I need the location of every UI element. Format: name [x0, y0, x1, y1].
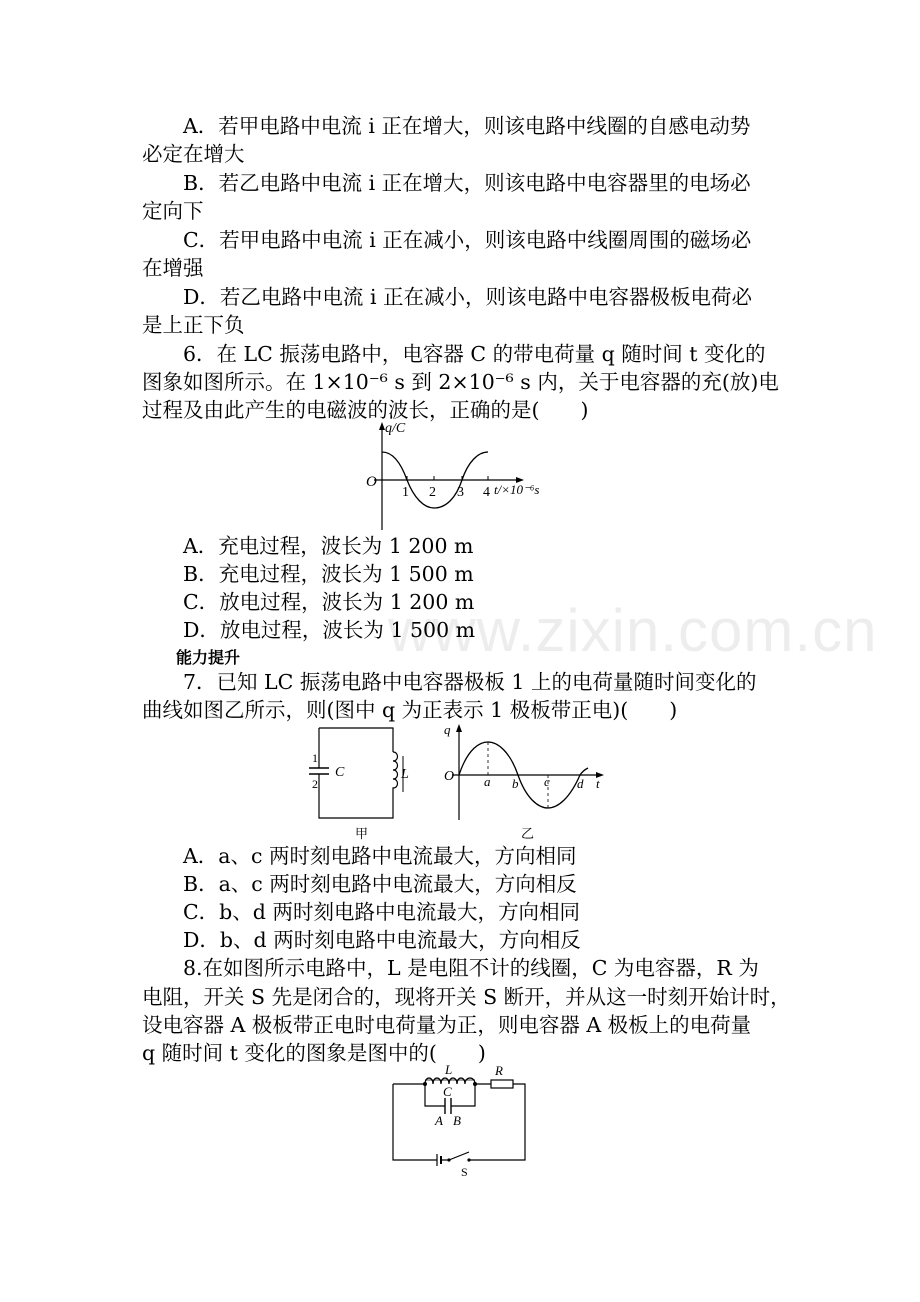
q5-option-d-line1: D．若乙电路中电流 i 正在减小，则该电路中电容器极板电荷必 [183, 285, 753, 309]
q8-plate-a-label: A [435, 1113, 443, 1128]
q7-option-d: D．b、d 两时刻电路中电流最大，方向相反 [183, 928, 581, 952]
q5-option-d-line2: 是上正下负 [142, 313, 245, 337]
q6-stem-line3: 过程及由此产生的电磁波的波长，正确的是( ) [142, 398, 589, 422]
q6-option-c: C．放电过程，波长为 1 200 m [183, 590, 475, 614]
q7-option-a: A．a、c 两时刻电路中电流最大，方向相同 [183, 844, 577, 868]
q7-circuit-wires [319, 728, 393, 818]
q7-coil-label: L [401, 767, 409, 782]
q7-origin: O [444, 769, 455, 784]
q6-option-a: A．充电过程，波长为 1 200 m [183, 534, 474, 558]
q8-switch-contact-right [467, 1158, 470, 1161]
q5-option-b-line2: 定向下 [142, 199, 204, 223]
q8-stem-line1: 8.在如图所示电路中，L 是电阻不计的线圈，C 为电容器，R 为 [183, 956, 759, 980]
q8-node-left [423, 1082, 427, 1086]
q7-plate2-label: 2 [312, 777, 318, 791]
q5-option-c-line1: C．若甲电路中电流 i 正在减小，则该电路中线圈周围的磁场必 [183, 228, 752, 252]
q7-caption-jia: 甲 [355, 826, 369, 840]
q6-tick-label-2: 2 [429, 485, 436, 500]
q6-qt-graph [360, 418, 570, 530]
q6-tick-label-4: 4 [483, 485, 490, 500]
q6-origin: O [366, 474, 377, 490]
q7-point-d: d [577, 776, 584, 791]
q8-stem-line2: 电阻，开关 S 先是闭合的，现将开关 S 断开，并从这一时刻开始计时， [142, 985, 791, 1009]
q7-caption-yi: 乙 [521, 826, 535, 840]
q8-stem-line4: q 随时间 t 变化的图象是图中的( ) [142, 1041, 486, 1065]
q7-option-b: B．a、c 两时刻电路中电流最大，方向相反 [183, 872, 577, 896]
q7-qt-graph [440, 720, 615, 840]
q8-stem-line3: 设电容器 A 极板带正电时电荷量为正，则电容器 A 极板上的电荷量 [142, 1013, 752, 1037]
q7-stem-line1: 7．已知 LC 振荡电路中电容器极板 1 上的电荷量随时间变化的 [183, 670, 757, 694]
q5-option-c-line2: 在增强 [142, 256, 204, 280]
q6-tick-label-3: 3 [457, 485, 464, 500]
q7-stem-line2: 曲线如图乙所示，则(图中 q 为正表示 1 极板带正电)( ) [142, 698, 678, 722]
q8-switch-blade[interactable] [449, 1152, 469, 1160]
q7-y-label: q [444, 722, 451, 737]
q8-coil-label: L [445, 1062, 453, 1077]
q5-option-b-line1: B．若乙电路中电流 i 正在增大，则该电路中电容器里的电场必 [183, 171, 751, 195]
q7-lc-circuit [305, 720, 415, 840]
q8-node-right [473, 1082, 477, 1086]
q5-option-a-line2: 必定在增大 [142, 142, 245, 166]
watermark: www.zixin.com.cn [388, 597, 878, 664]
section-heading: 能力提升 [176, 648, 241, 667]
q7-coil [393, 752, 398, 796]
q6-stem-line1: 6．在 LC 振荡电路中，电容器 C 的带电荷量 q 随时间 t 变化的 [183, 342, 766, 366]
q6-y-label: q/C [385, 421, 406, 436]
q8-cap-label: C [443, 1084, 452, 1099]
q6-stem-line2: 图象如图所示。在 1×10⁻⁶ s 到 2×10⁻⁶ s 内，关于电容器的充(放)电 [142, 370, 779, 394]
q7-cap-label: C [335, 765, 345, 780]
q6-option-d: D．放电过程，波长为 1 500 m [183, 618, 476, 642]
q6-tick-label-1: 1 [402, 485, 409, 500]
q8-plate-b-label: B [453, 1113, 461, 1128]
q8-circuit [385, 1062, 535, 1180]
q8-resistor-label: R [495, 1063, 503, 1078]
q6-option-b: B．充电过程，波长为 1 500 m [183, 562, 474, 586]
q7-x-label: t [596, 776, 600, 791]
q7-point-c: c [544, 774, 550, 789]
q7-point-b: b [512, 776, 519, 791]
q8-switch-label: S [461, 1165, 468, 1179]
q7-plate1-label: 1 [312, 751, 318, 765]
q6-x-label: t/×10⁻⁶s [494, 482, 540, 497]
q7-y-arrow [456, 724, 462, 732]
q5-option-a-line1: A．若甲电路中电流 i 正在增大，则该电路中线圈的自感电动势 [183, 114, 751, 138]
q7-option-c: C．b、d 两时刻电路中电流最大，方向相同 [183, 900, 580, 924]
q8-resistor [491, 1080, 513, 1088]
q7-point-a: a [484, 774, 491, 789]
